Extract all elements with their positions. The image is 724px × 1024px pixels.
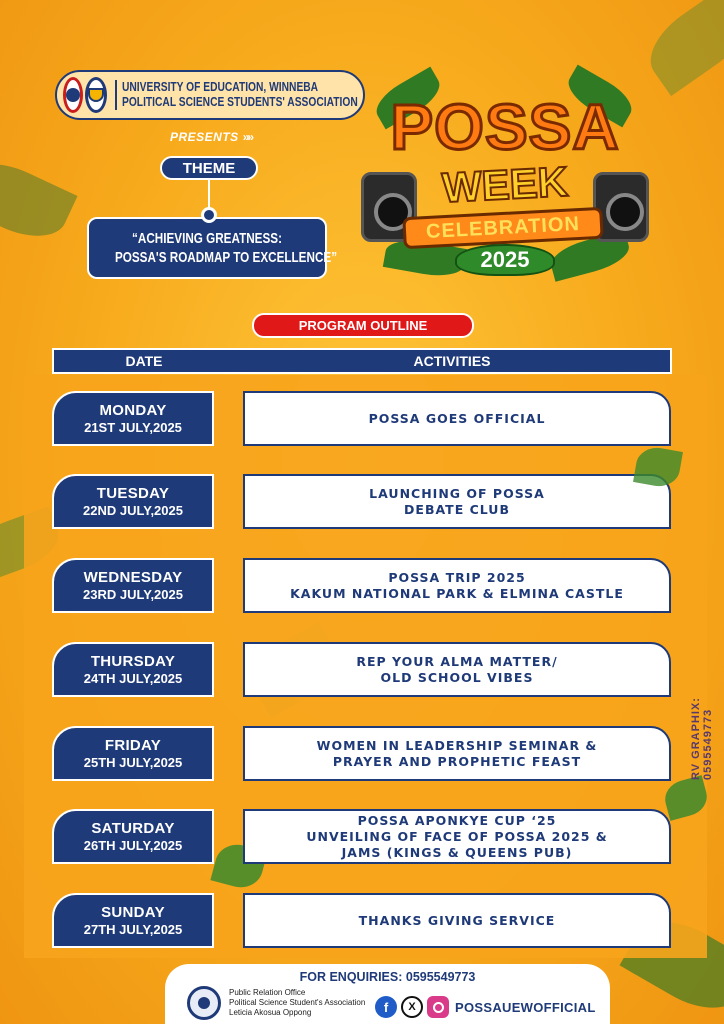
- activity-line: JAMS (KINGS & QUEENS PUB): [341, 844, 573, 860]
- theme-text-line1: “ACHIEVING GREATNESS:: [132, 230, 282, 247]
- day-name: SUNDAY: [101, 903, 165, 921]
- pr-office-association: Political Science Student's Association: [229, 998, 366, 1007]
- date-cell-saturday: [52, 809, 214, 864]
- theme-text-line2: POSSA'S ROADMAP TO EXCELLENCE”: [114, 249, 338, 266]
- activity-line: POSSA APONKYE CUP ‘25: [357, 812, 557, 828]
- date-cell-monday: [52, 391, 214, 446]
- association-name: POLITICAL SCIENCE STUDENTS' ASSOCIATION: [122, 95, 358, 109]
- day-date: 22ND JULY,2025: [83, 502, 183, 518]
- activity-cell-sunday: [243, 893, 671, 948]
- theme-box: [87, 217, 338, 279]
- facebook-icon[interactable]: f: [375, 996, 397, 1018]
- social-links: [375, 996, 596, 1018]
- university-seal-icon: [63, 77, 83, 113]
- logo-year: 2025: [455, 244, 555, 276]
- day-name: THURSDAY: [90, 652, 176, 670]
- program-outline-label: PROGRAM OUTLINE: [252, 313, 474, 338]
- activity-cell-saturday: [243, 809, 671, 864]
- enquiries-text: FOR ENQUIRIES: 0595549773: [299, 970, 476, 984]
- pr-office-info: [229, 988, 365, 1018]
- activities-column-header: ACTIVITIES: [413, 353, 491, 369]
- activity-line: KAKUM NATIONAL PARK & ELMINA CASTLE: [290, 585, 624, 601]
- credit-name: RV GRAPHIX:: [690, 697, 702, 780]
- activity-cell-thursday: [243, 642, 671, 697]
- date-cell-wednesday: [52, 558, 214, 613]
- date-cell-friday: [52, 726, 214, 781]
- day-name: FRIDAY: [104, 736, 162, 754]
- pr-office-seal-icon: [187, 986, 221, 1020]
- schedule-table-header: [52, 348, 672, 374]
- day-date: 27TH JULY,2025: [83, 921, 183, 937]
- activity-cell-wednesday: [243, 558, 671, 613]
- activity-line: THANKS GIVING SERVICE: [358, 912, 556, 928]
- pr-office-person: Leticia Akosua Oppong: [229, 1008, 312, 1017]
- logo-title: POSSA: [390, 91, 620, 163]
- theme-connector: [208, 180, 210, 210]
- day-name: WEDNESDAY: [83, 568, 183, 586]
- day-name: SATURDAY: [91, 819, 175, 837]
- x-twitter-icon[interactable]: X: [401, 996, 423, 1018]
- footer: [165, 964, 610, 1024]
- date-cell-tuesday: [52, 474, 214, 529]
- day-date: 24TH JULY,2025: [83, 670, 183, 686]
- activity-line: OLD SCHOOL VIBES: [380, 669, 534, 685]
- date-cell-thursday: [52, 642, 214, 697]
- possa-week-logo: [355, 62, 655, 287]
- association-crest-icon: [85, 77, 107, 113]
- day-date: 23RD JULY,2025: [83, 586, 183, 602]
- social-handle[interactable]: POSSAUEWOFFICIAL: [455, 999, 596, 1015]
- activity-line: POSSA TRIP 2025: [388, 569, 526, 585]
- activity-line: PRAYER AND PROPHETIC FEAST: [332, 753, 582, 769]
- instagram-icon[interactable]: [427, 996, 449, 1018]
- day-date: 26TH JULY,2025: [83, 837, 183, 853]
- day-name: MONDAY: [99, 401, 167, 419]
- pr-office-title: Public Relation Office: [229, 988, 306, 997]
- activity-line: UNVEILING OF FACE OF POSSA 2025 &: [306, 828, 608, 844]
- theme-label: THEME: [160, 156, 258, 180]
- presents-text: PRESENTS: [170, 130, 239, 144]
- logo-week: WEEK: [440, 157, 570, 212]
- activity-cell-tuesday: [243, 474, 671, 529]
- theme-connector-dot: [201, 207, 217, 223]
- designer-credit: [690, 650, 714, 780]
- logo-celebration: CELEBRATION: [402, 207, 603, 249]
- activity-line: POSSA GOES OFFICIAL: [368, 410, 546, 426]
- university-name: UNIVERSITY OF EDUCATION, WINNEBA: [122, 80, 319, 94]
- date-cell-sunday: [52, 893, 214, 948]
- chevrons-right-icon: »»: [242, 130, 253, 144]
- date-column-header: DATE: [125, 353, 163, 369]
- presents-label: [170, 130, 252, 144]
- activity-cell-friday: [243, 726, 671, 781]
- day-date: 21ST JULY,2025: [84, 419, 182, 435]
- activity-line: DEBATE CLUB: [404, 501, 510, 517]
- activity-cell-monday: [243, 391, 671, 446]
- credit-phone: 0595549773: [702, 708, 714, 780]
- activity-line: LAUNCHING OF POSSA: [369, 485, 545, 501]
- day-name: TUESDAY: [96, 484, 170, 502]
- activity-line: REP YOUR ALMA MATTER/: [356, 653, 558, 669]
- activity-line: WOMEN IN LEADERSHIP SEMINAR &: [316, 737, 598, 753]
- palm-leaf-decoration: [0, 150, 78, 251]
- university-banner: [55, 70, 365, 120]
- day-date: 25TH JULY,2025: [83, 754, 183, 770]
